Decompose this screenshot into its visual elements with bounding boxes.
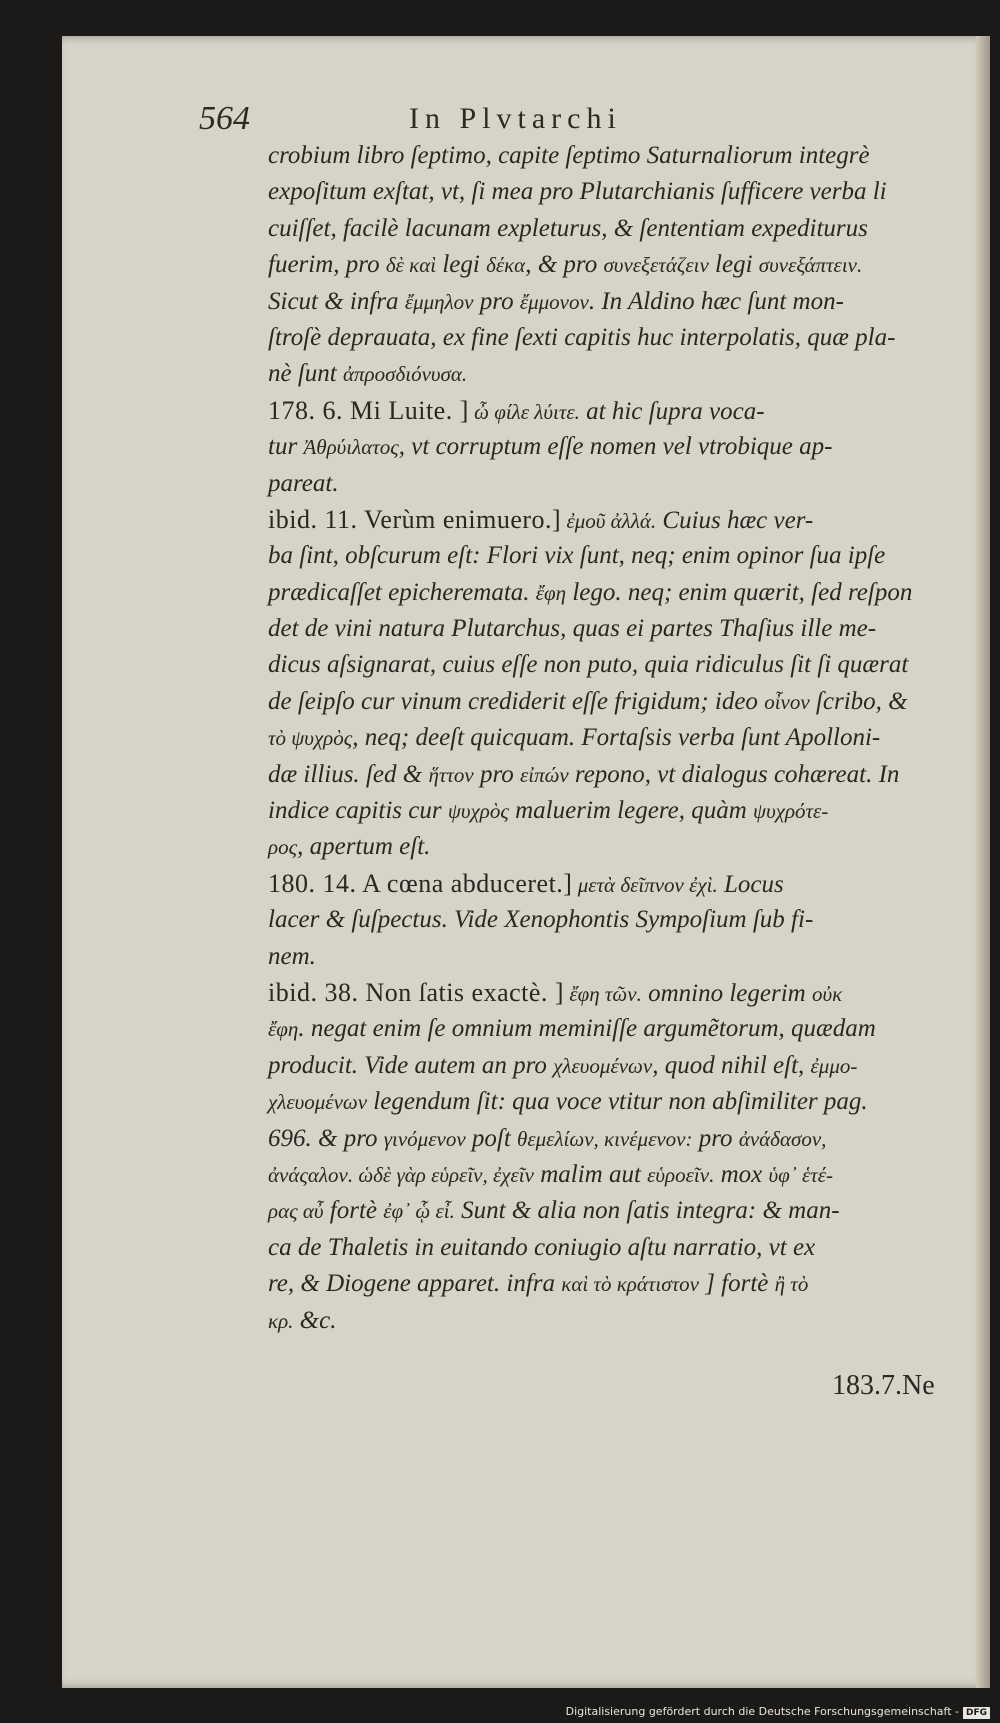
latin-text: ca de Thaletis in euitando coniugio aſtu narratio, vt ex (268, 1233, 816, 1261)
latin-text: . negat enim ſe omnium meminiſſe argumẽtorum, quædam (298, 1015, 876, 1043)
latin-text: maluerim legere, quàm (508, 797, 754, 825)
digitization-footer (566, 1705, 990, 1719)
latin-text: expoſitum exſtat, vt, ſi mea pro Plutarchianis ſufficere verba li (268, 178, 887, 206)
text-line (268, 793, 980, 829)
latin-text: ſcribo, & (809, 687, 908, 715)
greek-text: Ἀθρύιλατος (303, 435, 399, 460)
latin-text: &c. (293, 1306, 337, 1334)
text-line (268, 902, 980, 938)
greek-text: οἶνον (764, 689, 810, 714)
catchword: 183.7.Ne (832, 1370, 935, 1401)
latin-text: omnino legerim (641, 979, 812, 1007)
greek-text: συνεξετάζειν (603, 253, 709, 278)
folio-number: 564 (199, 100, 250, 137)
greek-text: κρ. (268, 1308, 294, 1333)
text-line (268, 611, 980, 647)
greek-text: ψυχρότε- (753, 799, 829, 824)
greek-text: ἔφη (535, 580, 567, 605)
footer-text: Digitalisierung gefördert durch die Deutsche Forschungsgemeinschaft - (565, 1705, 959, 1718)
latin-text: producit. Vide autem an pro (268, 1051, 554, 1079)
text-line (268, 538, 980, 574)
latin-text: . In Aldino hæc ſunt mon- (588, 287, 844, 315)
greek-text: ὦ φίλε λύιτε. (468, 399, 580, 424)
text-line (268, 575, 980, 611)
text-line (268, 1157, 980, 1193)
text-line (268, 138, 980, 174)
latin-text: pro (473, 287, 520, 315)
text-line (268, 1303, 980, 1339)
text-line (268, 829, 980, 865)
dfg-logo: DFG (963, 1707, 990, 1719)
text-line (268, 1193, 980, 1229)
greek-text: συνεξάπτειν. (758, 253, 863, 278)
latin-text: malim aut (533, 1160, 648, 1188)
latin-text: poſt (465, 1124, 518, 1152)
lemma-reference: ibid. 38. Non ſatis exactè. ] (268, 977, 565, 1007)
greek-text: ἢ τὸ (774, 1272, 809, 1297)
latin-text: ] fortè (698, 1270, 775, 1298)
text-line (268, 393, 980, 429)
latin-text: Sicut & infra (268, 287, 405, 315)
latin-text: Locus (717, 870, 784, 898)
latin-text: legendum ſit: qua voce vtitur non abſimiliter pag. (367, 1088, 868, 1116)
greek-text: ἔφη (268, 1017, 299, 1042)
latin-text: dicus aſsignarat, cuius eſſe non puto, quia ridiculus ſit ſi quærat (268, 651, 909, 679)
greek-text: ἐμοῦ ἀλλά. (561, 508, 657, 533)
latin-text: , apertum eſt. (297, 833, 431, 861)
text-line (268, 684, 980, 720)
greek-text: θεμελίων, κινέμενον: (517, 1126, 693, 1151)
greek-text: δέκα (486, 253, 526, 278)
lemma-reference: 180. 14. A cœna abduceret.] (268, 868, 573, 898)
greek-text: ἔφη τῶν. (564, 981, 642, 1006)
latin-text: de ſeipſo cur vinum crediderit eſſe frigidum; ideo (268, 687, 765, 715)
text-line (268, 1048, 980, 1084)
latin-text: lacer & ſuſpectus. Vide Xenophontis Sympoſium ſub fi- (268, 906, 814, 934)
latin-text: re, & Diogene apparet. infra (268, 1270, 562, 1298)
text-line (268, 502, 980, 538)
text-line (268, 1266, 980, 1302)
latin-text: fuerim, pro (268, 251, 386, 279)
latin-text: dæ illius. ſed & (268, 760, 429, 788)
latin-text: tur (268, 433, 304, 461)
text-line (268, 939, 980, 975)
greek-text: ἀνάςαλον. ὡδὲ γὰρ εὑρεῖν, ἐχεῖν (268, 1162, 534, 1187)
commentary-text (268, 138, 980, 1339)
latin-text: crobium libro ſeptimo, capite ſeptimo Saturnaliorum integrè (268, 142, 870, 169)
latin-text: pro (692, 1124, 739, 1152)
latin-text: ba ſint, obſcurum eſt: Flori vix ſunt, neq; enim opinor ſua ipſe (268, 542, 886, 570)
latin-text: Cuius hæc ver- (656, 506, 814, 534)
latin-text: Sunt & alia non ſatis integra: & man- (454, 1197, 840, 1225)
greek-text: ἥττον (428, 762, 474, 787)
running-head: In Plvtarchi (409, 102, 622, 135)
greek-text: ἐφ᾽ ᾧ εἶ. (383, 1199, 455, 1224)
latin-text: mox (714, 1160, 769, 1188)
greek-text: εἰπών (520, 762, 569, 787)
text-line (268, 466, 980, 502)
text-line (268, 174, 980, 210)
latin-text: det de vini natura Plutarchus, quas ei partes Thaſius ille me- (268, 615, 877, 643)
page-header (199, 100, 779, 140)
greek-text: ἔμμονον (519, 289, 589, 314)
text-line (268, 320, 980, 356)
latin-text: legi (436, 251, 487, 279)
latin-text: , quod nihil eſt, (652, 1051, 811, 1079)
text-line (268, 211, 980, 247)
text-line (268, 647, 980, 683)
text-line (268, 284, 980, 320)
latin-text: lego. neq; enim quærit, ſed reſpon (566, 578, 913, 606)
greek-text: δὲ καὶ (385, 253, 437, 278)
greek-text: ἐμμο- (810, 1053, 858, 1078)
greek-text: χλευομένων (553, 1053, 653, 1078)
text-line (268, 757, 980, 793)
latin-text: indice capitis cur (268, 797, 448, 825)
latin-text: nè ſunt (268, 360, 343, 388)
greek-text: χλευομένων (268, 1090, 368, 1115)
greek-text: γινόμενον (383, 1126, 466, 1151)
text-line (268, 429, 980, 465)
latin-text: cuiſſet, facilè lacunam expleturus, & ſententiam expediturus (268, 214, 868, 242)
latin-text: pareat. (268, 469, 339, 497)
text-line (268, 1230, 980, 1266)
latin-text: repono, vt dialogus cohæreat. In (568, 760, 900, 788)
greek-text: ἀπροσδιόνυσα. (343, 362, 468, 387)
text-line (268, 247, 980, 283)
latin-text: , & pro (525, 251, 604, 279)
text-line (268, 975, 980, 1011)
text-line (268, 1084, 980, 1120)
greek-text: καὶ τὸ κράτιστον (561, 1272, 699, 1297)
latin-text: fortè (323, 1197, 384, 1225)
greek-text: ρος (268, 835, 298, 860)
text-line (268, 1011, 980, 1047)
greek-text: τὸ ψυχρὸς (268, 726, 353, 751)
lemma-reference: 178. 6. Mi Luite. ] (268, 395, 469, 425)
lemma-reference: ibid. 11. Verùm enimuero.] (268, 504, 562, 534)
text-line (268, 720, 980, 756)
latin-text: at hic ſupra voca- (579, 397, 765, 425)
text-line (268, 866, 980, 902)
greek-text: ἔμμηλον (404, 289, 474, 314)
greek-text: ψυχρὸς (447, 799, 509, 824)
latin-text: ſtroſè deprauata, ex fine ſexti capitis huc interpolatis, quæ pla- (268, 323, 896, 351)
latin-text: , neq; deeſt quicquam. Fortaſsis verba ſunt Apolloni- (352, 724, 881, 752)
greek-text: ὑφ᾽ ἑτέ- (768, 1162, 834, 1187)
greek-text: οὐκ (811, 981, 843, 1006)
text-line (268, 1121, 980, 1157)
latin-text: pro (473, 760, 521, 788)
latin-text: legi (708, 251, 759, 279)
greek-text: εὑροεῖν. (647, 1162, 715, 1187)
greek-text: μετὰ δεῖπνον ἐχὶ. (572, 872, 718, 897)
text-line (268, 356, 980, 392)
greek-text: ἀνάδασον, (738, 1126, 827, 1151)
latin-text: 696. & pro (268, 1124, 384, 1152)
latin-text: nem. (268, 942, 316, 970)
latin-text: , vt corruptum eſſe nomen vel vtrobique ap- (398, 433, 833, 461)
latin-text: prædicaſſet epicheremata. (268, 578, 536, 606)
greek-text: ρας αὖ (268, 1199, 324, 1224)
